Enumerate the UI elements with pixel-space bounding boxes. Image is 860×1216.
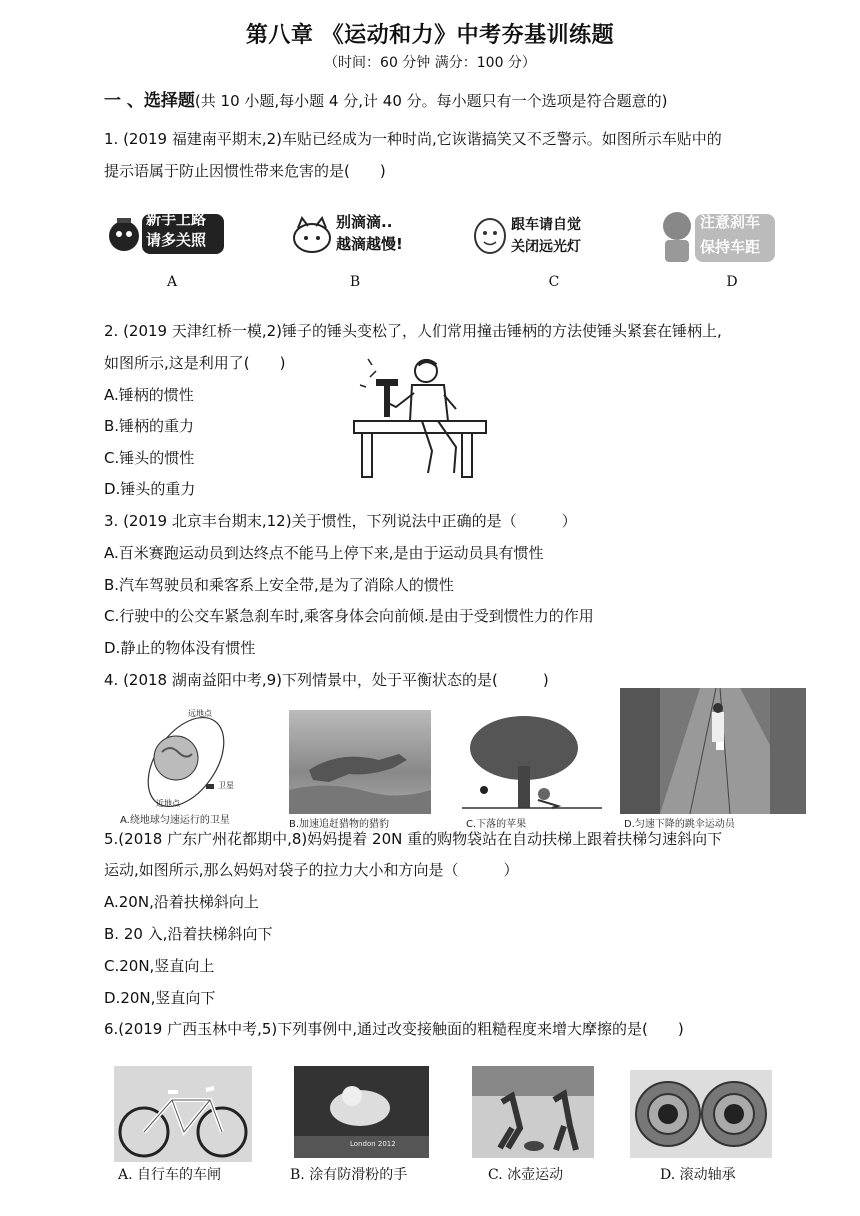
satellite-orbit-drawing — [116, 700, 256, 828]
q6-caption-d: D. 滚动轴承 — [660, 1167, 736, 1183]
q4-caption-d: D.匀速下降的跳伞运动员 — [624, 819, 735, 830]
satellite-figure — [116, 700, 256, 828]
q2-option-d: D.锤头的重力 — [104, 480, 196, 498]
chalk-photo-logo-text: London 2012 — [350, 1140, 396, 1148]
sticker-b-text2: 越滴越慢! — [336, 235, 403, 253]
q3-option-a: A.百米赛跑运动员到达终点不能马上停下来,是由于运动员具有惯性 — [104, 544, 544, 562]
q6-caption-c: C. 冰壶运动 — [488, 1167, 564, 1183]
q5-stem-line1: 5.(2018 广东广州花都期中,8)妈妈提着 20N 重的购物袋站在自动扶梯上跟着扶梯匀速斜向下 — [104, 830, 723, 848]
q6-caption-b: B. 涂有防滑粉的手 — [290, 1167, 408, 1183]
sticker-a-text2: 请多关照 — [146, 231, 207, 249]
sticker-a-letter: A — [166, 274, 178, 290]
q4-stem: 4. (2018 湖南益阳中考,9)下列情景中，处于平衡状态的是( ) — [104, 671, 549, 689]
q2-stem-line1: 2. (2019 天津红桥一模,2)锤子的锤头变松了，人们常用撞击锤柄的方法使锤头紧套在锤柄上, — [104, 322, 722, 340]
q6-stem: 6.(2019 广西玉林中考,5)下列事例中,通过改变接触面的粗糙程度来增大摩擦的是( ) — [104, 1020, 684, 1038]
bicycle-photo — [114, 1066, 252, 1162]
section-note: (共 10 小题,每小题 4 分,计 40 分。每小题只有一个选项是符合题意的) — [194, 92, 668, 110]
escalator-drawing — [620, 688, 806, 814]
q5-option-d: D.20N,竖直向下 — [104, 989, 216, 1007]
sticker-a-text1: 新手上路 — [146, 210, 207, 228]
q2-stem-line2: 如图所示,这是利用了( ) — [104, 354, 286, 372]
q5-option-b: B. 20 入,沿着扶梯斜向下 — [104, 925, 273, 943]
hammer-man-illustration — [352, 355, 492, 480]
section-heading — [104, 86, 668, 111]
chalk-hand-photo — [294, 1066, 429, 1158]
sticker-b-letter: B — [349, 274, 361, 290]
q5-option-c: C.20N,竖直向上 — [104, 957, 215, 975]
sticker-c-letter: C — [548, 274, 560, 290]
cheetah-photo — [289, 710, 431, 814]
near-point-label: 近地点 — [156, 799, 180, 808]
q2-option-b: B.锤柄的重力 — [104, 417, 195, 435]
satellite-label: 卫星 — [218, 781, 234, 790]
q3-stem: 3. (2019 北京丰台期末,12)关于惯性，下列说法中正确的是（ ） — [104, 512, 577, 530]
bearing-photo — [630, 1070, 772, 1158]
bearing-drawing — [630, 1070, 772, 1158]
q4-caption-c: C.下落的苹果 — [466, 819, 527, 830]
curling-drawing — [472, 1066, 594, 1158]
cheetah-drawing — [289, 710, 431, 814]
q2-option-a: A.锤柄的惯性 — [104, 386, 194, 404]
apple-tree-figure — [462, 710, 602, 832]
q5-stem-line2: 运动,如图所示,那么妈妈对袋子的拉力大小和方向是（ ） — [104, 861, 519, 879]
page-title: 第八章 《运动和力》中考夯基训练题 — [245, 23, 615, 48]
q3-option-c: C.行驶中的公交车紧急刹车时,乘客身体会向前倾.是由于受到惯性力的作用 — [104, 607, 594, 625]
sticker-d-text2: 保持车距 — [700, 238, 761, 256]
bicycle-drawing — [114, 1066, 252, 1162]
q1-stem-line1: 1. (2019 福建南平期末,2)车贴已经成为一种时尚,它诙谐搞笑又不乏警示。如图所示车贴中的 — [104, 130, 722, 148]
q3-option-b: B.汽车驾驶员和乘客系上安全带,是为了消除人的惯性 — [104, 576, 454, 594]
sticker-d-text1: 注意刹车 — [700, 213, 761, 231]
sticker-d-letter: D — [726, 274, 738, 290]
q4-caption-a: A.绕地球匀速运行的卫星 — [120, 815, 230, 826]
sticker-c-text2: 关闭远光灯 — [511, 239, 581, 255]
sticker-b-text1: 别滴滴.. — [336, 213, 393, 231]
q5-option-a: A.20N,沿着扶梯斜向上 — [104, 893, 259, 911]
q3-option-d: D.静止的物体没有惯性 — [104, 639, 256, 657]
section-label: 一 、选择题 — [104, 91, 195, 111]
escalator-figure — [620, 688, 806, 832]
cheetah-figure — [285, 710, 435, 832]
far-point-label: 远地点 — [188, 709, 212, 718]
q6-caption-a: A. 自行车的车闸 — [118, 1167, 222, 1183]
apple-tree-drawing — [462, 710, 602, 820]
escalator-photo — [620, 688, 806, 814]
q2-option-c: C.锤头的惯性 — [104, 449, 195, 467]
sticker-c-text1: 跟车请自觉 — [511, 217, 581, 233]
curling-photo — [472, 1066, 594, 1158]
q1-stem-line2: 提示语属于防止因惯性带来危害的是( ) — [104, 162, 386, 180]
q4-caption-b: B.加速追赶猎物的猎豹 — [289, 819, 390, 830]
page-subtitle: （时间：60 分钟 满分：100 分） — [324, 55, 536, 71]
